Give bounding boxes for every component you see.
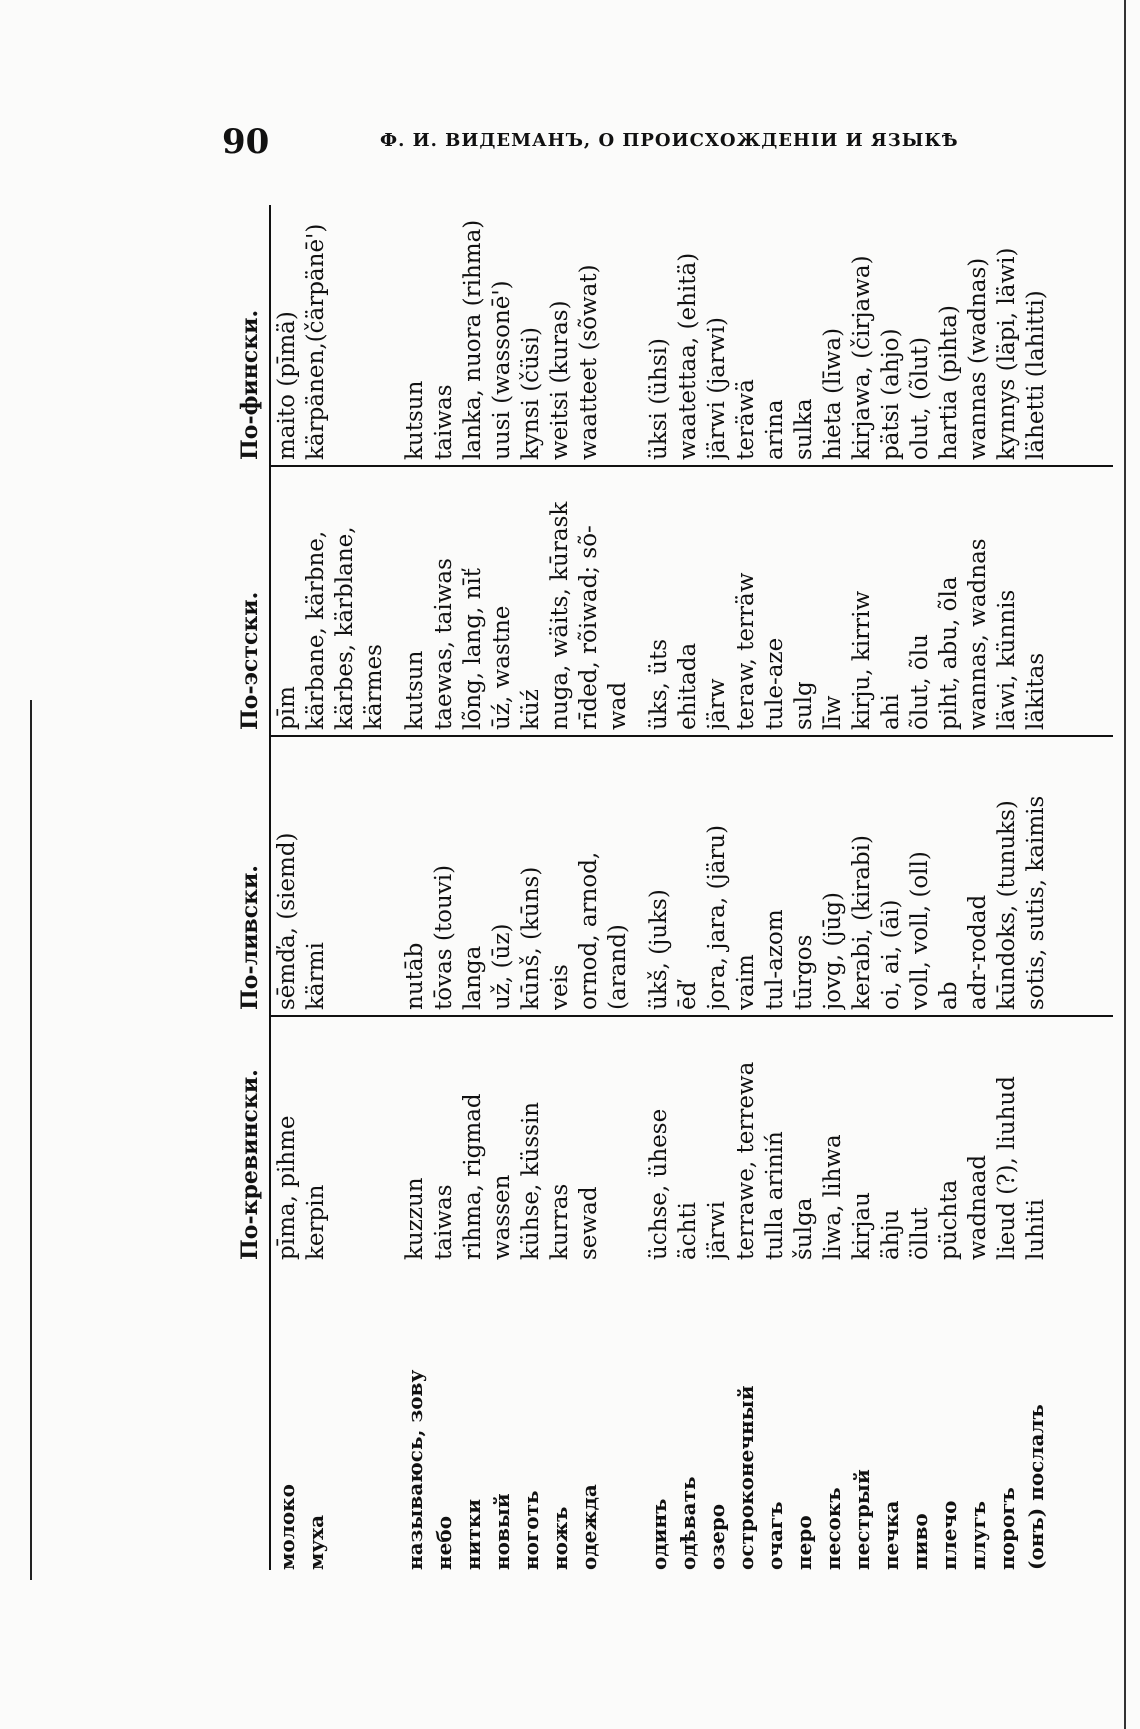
estonian-word: üks, üts [646,638,672,730]
table-row [517,205,546,1570]
russian-word: одѣвать [676,1476,700,1570]
table-row [360,205,389,1570]
russian-word: очагъ [763,1501,787,1570]
livonian-word: ēď [675,981,701,1010]
table-row [674,205,703,1570]
russian-word: порогъ [995,1487,1019,1570]
russian-word: плечо [937,1500,961,1570]
livonian-word: voll, voll, (oll) [907,851,933,1010]
estonian-word: teraw, terräw [733,572,759,730]
finnish-word: hieta (līwa) [820,327,846,460]
finnish-word: hartia (pihta) [936,305,962,460]
russian-word: одежда [577,1484,601,1570]
livonian-word: už, (ūz) [489,923,515,1010]
russian-word: называюсь, зову [403,1369,427,1570]
finnish-word: sulka [791,398,817,460]
livonian-word: kärmi [303,942,329,1010]
table-body [273,205,1051,1570]
header-krevin: По-кревински. [237,1069,263,1260]
russian-word: муха [304,1514,328,1570]
table-row [848,205,877,1570]
finnish-word: kynnys (läpi, läwi) [994,247,1020,460]
table-row [575,205,604,1570]
russian-word: ножъ [548,1506,572,1570]
estonian-word: ūź, wastne [489,605,515,730]
finnish-word: üksi (ühsi) [646,338,672,460]
header-finnish: По-фински. [237,309,263,460]
table-row [964,205,993,1570]
livonian-word: tul-azom [762,909,788,1010]
finnish-word: järwi (jarwi) [704,316,730,460]
estonian-word: piht, abu, õla [936,576,962,730]
estonian-word: wannas, wadnas [965,538,991,730]
livonian-word: vaim [733,954,759,1010]
table-row [401,205,430,1570]
estonian-word: kirju, kirriw [849,590,875,730]
livonian-word: jovg, (jūg) [820,892,846,1010]
krevin-word: kirjau [849,1192,875,1260]
livonian-word: kūndoks, (tunuks) [994,800,1020,1010]
russian-word: молоко [275,1484,299,1570]
livonian-word: kerabi, (kirabi) [849,835,875,1010]
krevin-word: kerpin [303,1184,329,1260]
table-row [906,205,935,1570]
table-row [1022,205,1051,1570]
livonian-word: (arand) [605,924,631,1010]
livonian-word: ükš, (juks) [646,889,672,1010]
table-row [331,205,360,1570]
russian-word: (онъ) послалъ [1024,1404,1048,1570]
krevin-word: üchse, ühese [646,1108,672,1260]
vocabulary-table [233,205,1113,1570]
krevin-word: liwa, lihwa [820,1134,846,1260]
header-estonian: По-эстски. [237,591,263,730]
binding-shadow-line [30,700,32,1580]
finnish-word: teräwä [733,379,759,460]
russian-word: плугъ [966,1500,990,1570]
table-row [302,205,331,1570]
table-row [645,205,674,1570]
finnish-word: waatteet (sõwat) [576,264,602,460]
krevin-word: kuzzun [402,1177,428,1260]
finnish-word: arina [762,399,788,460]
livonian-word: nutāb [402,942,428,1010]
russian-word: ноготь [519,1490,543,1570]
estonian-word: kärbes, kärblane, [332,526,358,730]
russian-word: пестрый [850,1469,874,1570]
finnish-word: kärpänen,(čärpänē') [303,223,329,460]
russian-word: одинъ [647,1498,671,1570]
russian-word: печка [879,1500,903,1570]
estonian-word: järw [704,678,730,730]
running-title: Ф. И. ВИДЕМАНЪ, О ПРОИСХОЖДЕНІИ И ЯЗЫКѢ [380,130,959,151]
livonian-word: sēmďa, (siemd) [274,832,300,1010]
estonian-word: kärbane, kärbne, [303,530,329,730]
table-row [790,205,819,1570]
krevin-word: ähju [878,1209,904,1260]
estonian-word: pīm [274,686,300,730]
table-row [819,205,848,1570]
krevin-word: lieud (?), liuhud [994,1076,1020,1260]
finnish-word: lanka, nuora (rihma) [460,219,486,460]
livonian-word: tōvas (touvi) [431,864,457,1010]
russian-word: перо [792,1515,816,1570]
table-row [877,205,906,1570]
table-row [430,205,459,1570]
livonian-word: tūrgos [791,934,817,1010]
krevin-word: wadnaad [965,1154,991,1260]
russian-word: новый [490,1493,514,1570]
krevin-word: sewad [576,1186,602,1260]
krevin-word: kühse, küssin [518,1101,544,1260]
estonian-word: taewas, taiwas [431,558,457,730]
estonian-word: läkitas [1023,652,1049,730]
estonian-word: läwi, künnis [994,589,1020,730]
estonian-word: lõng, lang, nīť [460,568,486,730]
russian-word: нитки [461,1498,485,1570]
finnish-word: kirjawa, (čirjawa) [849,255,875,460]
livonian-word: kūnš, (kūns) [518,866,544,1010]
table-row [273,205,302,1570]
estonian-word: õlut, õlu [907,634,933,730]
livonian-word: oi, ai, (āi) [878,899,904,1010]
finnish-word: kynsi (čüsi) [518,326,544,460]
krevin-word: pīma, pihme [274,1115,300,1260]
estonian-word: tule-aze [762,637,788,730]
finnish-word: lähetti (lahitti) [1023,290,1049,460]
krevin-word: kurras [547,1183,573,1260]
finnish-word: weitsi (kuras) [547,300,573,460]
finnish-word: waatettaa, (ehitä) [675,252,701,460]
page-edge-line [1124,0,1126,1729]
krevin-word: taiwas [431,1184,457,1260]
krevin-word: öllut [907,1207,933,1260]
krevin-word: tulla ariniń [762,1131,788,1260]
estonian-word: nuga, wäits, kūrask [547,501,573,730]
table-row [935,205,964,1570]
table-row [761,205,790,1570]
russian-word: озеро [705,1503,729,1570]
header-livonian: По-ливски. [237,865,263,1010]
estonian-word: kärmes [361,644,387,730]
estonian-word: rīded, rõiwad; sõ- [576,525,602,730]
krevin-word: ächti [675,1201,701,1260]
table-row [459,205,488,1570]
livonian-word: veis [547,964,573,1010]
table-row [604,205,633,1570]
estonian-word: sulg [791,681,817,730]
table-row [993,205,1022,1570]
krevin-word: šulga [791,1197,817,1260]
livonian-word: langa [460,945,486,1010]
estonian-word: ehitada [675,642,701,730]
livonian-word: jora, jara, (järu) [704,824,730,1010]
table-row [546,205,575,1570]
estonian-word: küź [518,689,544,730]
page-number: 90 [222,122,270,162]
livonian-word: ornod, arnod, [576,851,602,1010]
estonian-word: kutsun [402,650,428,730]
estonian-word: wad [605,681,631,730]
finnish-word: kutsun [402,380,428,460]
krevin-word: wassen [489,1174,515,1260]
table-header [233,205,271,1570]
livonian-word: sotis, sutis, kaimis [1023,795,1049,1010]
table-row [703,205,732,1570]
estonian-word: līw [820,695,846,730]
krevin-word: järwi [704,1201,730,1260]
finnish-word: taiwas [431,384,457,460]
krevin-word: terrawe, terrewa [733,1061,759,1260]
russian-word: пиво [908,1513,932,1570]
finnish-word: pätsi (ahjo) [878,328,904,460]
krevin-word: luhiti [1023,1199,1049,1260]
krevin-word: rihma, rigmad [460,1093,486,1260]
finnish-word: maito (pīmä) [274,311,300,460]
table-row [732,205,761,1570]
table-row [488,205,517,1570]
estonian-word: ahi [878,694,904,730]
finnish-word: olut, (õlut) [907,336,933,460]
finnish-word: wannas (wadnas) [965,257,991,460]
krevin-word: püchta [936,1179,962,1260]
livonian-word: ab [936,981,962,1010]
russian-word: остроконечный [734,1385,758,1570]
livonian-word: adr-rodad [965,894,991,1010]
russian-word: небо [432,1515,456,1570]
finnish-word: uusi (wassonē') [489,280,515,460]
russian-word: песокъ [821,1487,845,1570]
